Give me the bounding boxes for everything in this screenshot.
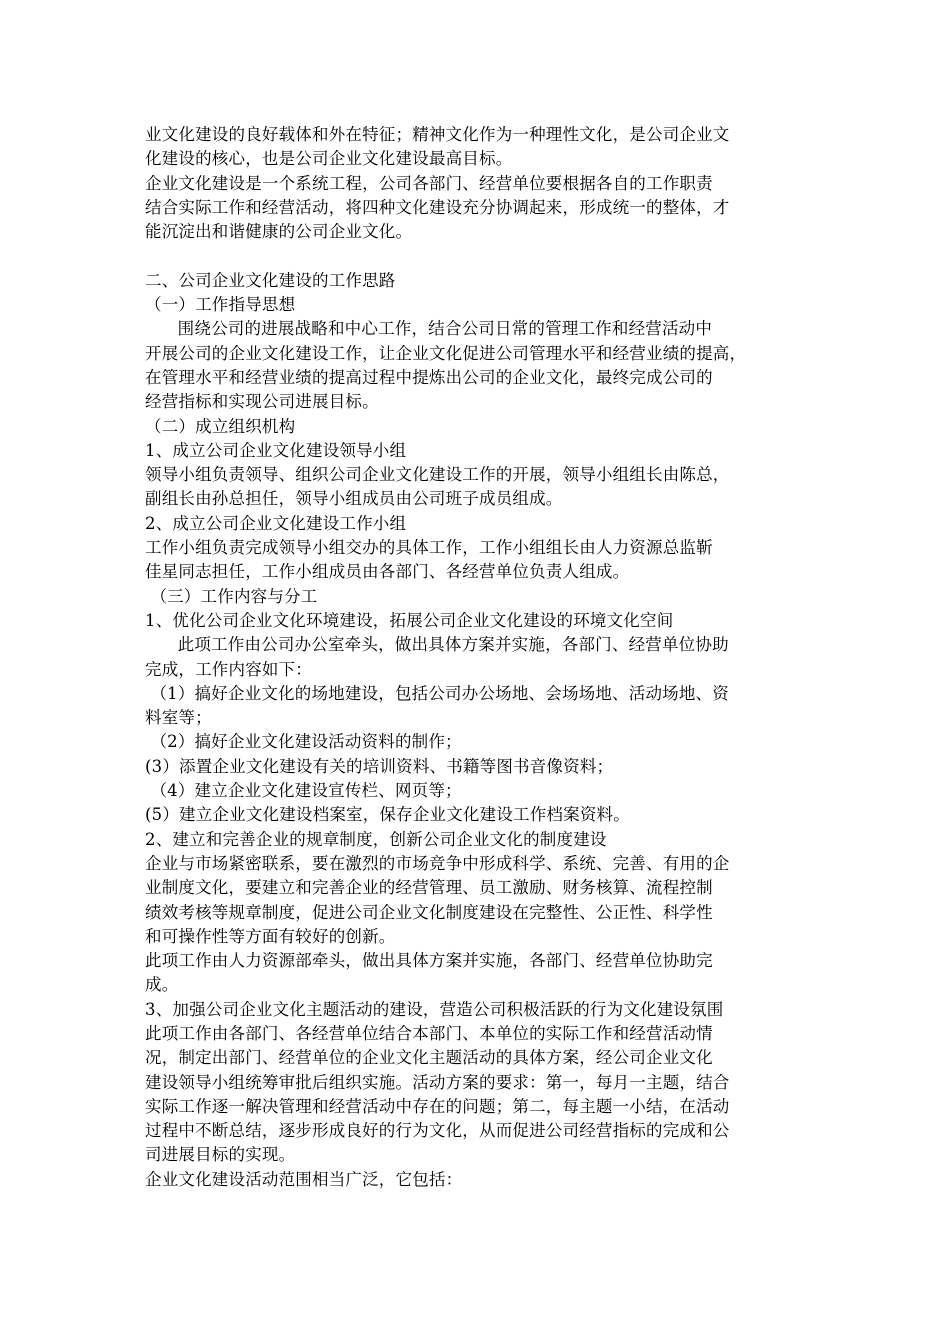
text-line: 完成，工作内容如下： — [145, 659, 312, 679]
text-line: 业制度文化，要建立和完善企业的经营管理、员工激励、财务核算、流程控制 — [145, 878, 713, 898]
subsection-heading: （三）工作内容与分工 — [145, 586, 318, 606]
text-line: 料室等； — [145, 708, 212, 728]
text-line: 绩效考核等规章制度，促进公司企业文化制度建设在完整性、公正性、科学性 — [145, 902, 713, 922]
item-heading: 2、建立和完善企业的规章制度，创新公司企业文化的制度建设 — [145, 829, 607, 849]
list-item: （4）建立企业文化建设宣传栏、网页等； — [145, 781, 462, 801]
text-line: 结合实际工作和经营活动，将四种文化建设充分协调起来，形成统一的整体，才 — [145, 197, 730, 217]
text-line: 围绕公司的进展战略和中心工作，结合公司日常的管理工作和经营活动中 — [145, 319, 713, 339]
text-line: 建设领导小组统筹审批后组织实施。活动方案的要求：第一，每月一主题，结合 — [145, 1072, 730, 1092]
text-line: 过程中不断总结，逐步形成良好的行为文化，从而促进公司经营指标的完成和公 — [145, 1121, 730, 1141]
text-line: 和可操作性等方面有较好的创新。 — [145, 926, 396, 946]
list-item: （2）搞好企业文化建设活动资料的制作； — [145, 732, 462, 752]
text-line: 成。 — [145, 975, 179, 995]
text-line: 此项工作由公司办公室牵头，做出具体方案并实施，各部门、经营单位协助 — [145, 635, 729, 655]
text-line: 实际工作逐一解决管理和经营活动中存在的问题；第二，每主题一小结，在活动 — [145, 1096, 730, 1116]
text-line: 业文化建设的良好载体和外在特征；精神文化作为一种理性文化，是公司企业文 — [145, 125, 730, 144]
text-line: 副组长由孙总担任，领导小组成员由公司班子成员组成。 — [145, 489, 563, 509]
text-line: 化建设的核心，也是公司企业文化建设最高目标。 — [145, 149, 513, 169]
text-line: 佳星同志担任，工作小组成员由各部门、各经营单位负责人组成。 — [145, 562, 630, 582]
text-line: 工作小组负责完成领导小组交办的具体工作，工作小组组长由人力资源总监靳 — [145, 538, 713, 558]
list-item: (3）添置企业文化建设有关的培训资料、书籍等图书音像资料； — [145, 756, 614, 776]
item-heading: 1、成立公司企业文化建设领导小组 — [145, 440, 407, 460]
text-line: 能沉淀出和谐健康的公司企业文化。 — [145, 222, 413, 242]
text-line: 况，制定出部门、经营单位的企业文化主题活动的具体方案，经公司企业文化 — [145, 1048, 713, 1068]
item-heading: 1、优化公司企业文化环境建设，拓展公司企业文化建设的环境文化空间 — [145, 610, 674, 630]
text-line: 经营指标和实现公司进展目标。 — [145, 392, 379, 412]
subsection-heading: （一）工作指导思想 — [145, 295, 296, 315]
subsection-heading: （二）成立组织机构 — [145, 416, 296, 436]
text-line: 领导小组负责领导、组织公司企业文化建设工作的开展，领导小组组长由陈总， — [145, 465, 730, 485]
list-item: （1）搞好企业文化的场地建设，包括公司办公场地、会场场地、活动场地、资 — [145, 683, 729, 703]
item-heading: 3、加强公司企业文化主题活动的建设，营造公司积极活跃的行为文化建设氛围 — [145, 999, 724, 1019]
list-item: (5）建立企业文化建设档案室，保存企业文化建设工作档案资料。 — [145, 805, 630, 825]
text-line: 司进展目标的实现。 — [145, 1145, 296, 1165]
text-line: 此项工作由人力资源部牵头，做出具体方案并实施，各部门、经营单位协助完 — [145, 951, 713, 971]
text-line: 企业文化建设是一个系统工程，公司各部门、经营单位要根据各自的工作职责 — [145, 173, 713, 193]
text-line: 在管理水平和经营业绩的提高过程中提炼出公司的企业文化，最终完成公司的 — [145, 367, 713, 387]
section-heading: 二、公司企业文化建设的工作思路 — [145, 270, 396, 290]
text-line: 此项工作由各部门、各经营单位结合本部门、本单位的实际工作和经营活动情 — [145, 1023, 713, 1043]
blank-line — [145, 244, 810, 268]
text-line: 企业与市场紧密联系，要在激烈的市场竞争中形成科学、系统、完善、有用的企 — [145, 853, 730, 873]
document-body — [145, 123, 810, 1192]
text-line: 企业文化建设活动范围相当广泛，它包括： — [145, 1169, 463, 1189]
text-line: 开展公司的企业文化建设工作，让企业文化促进公司管理水平和经营业绩的提高， — [145, 343, 747, 363]
item-heading: 2、成立公司企业文化建设工作小组 — [145, 513, 407, 533]
